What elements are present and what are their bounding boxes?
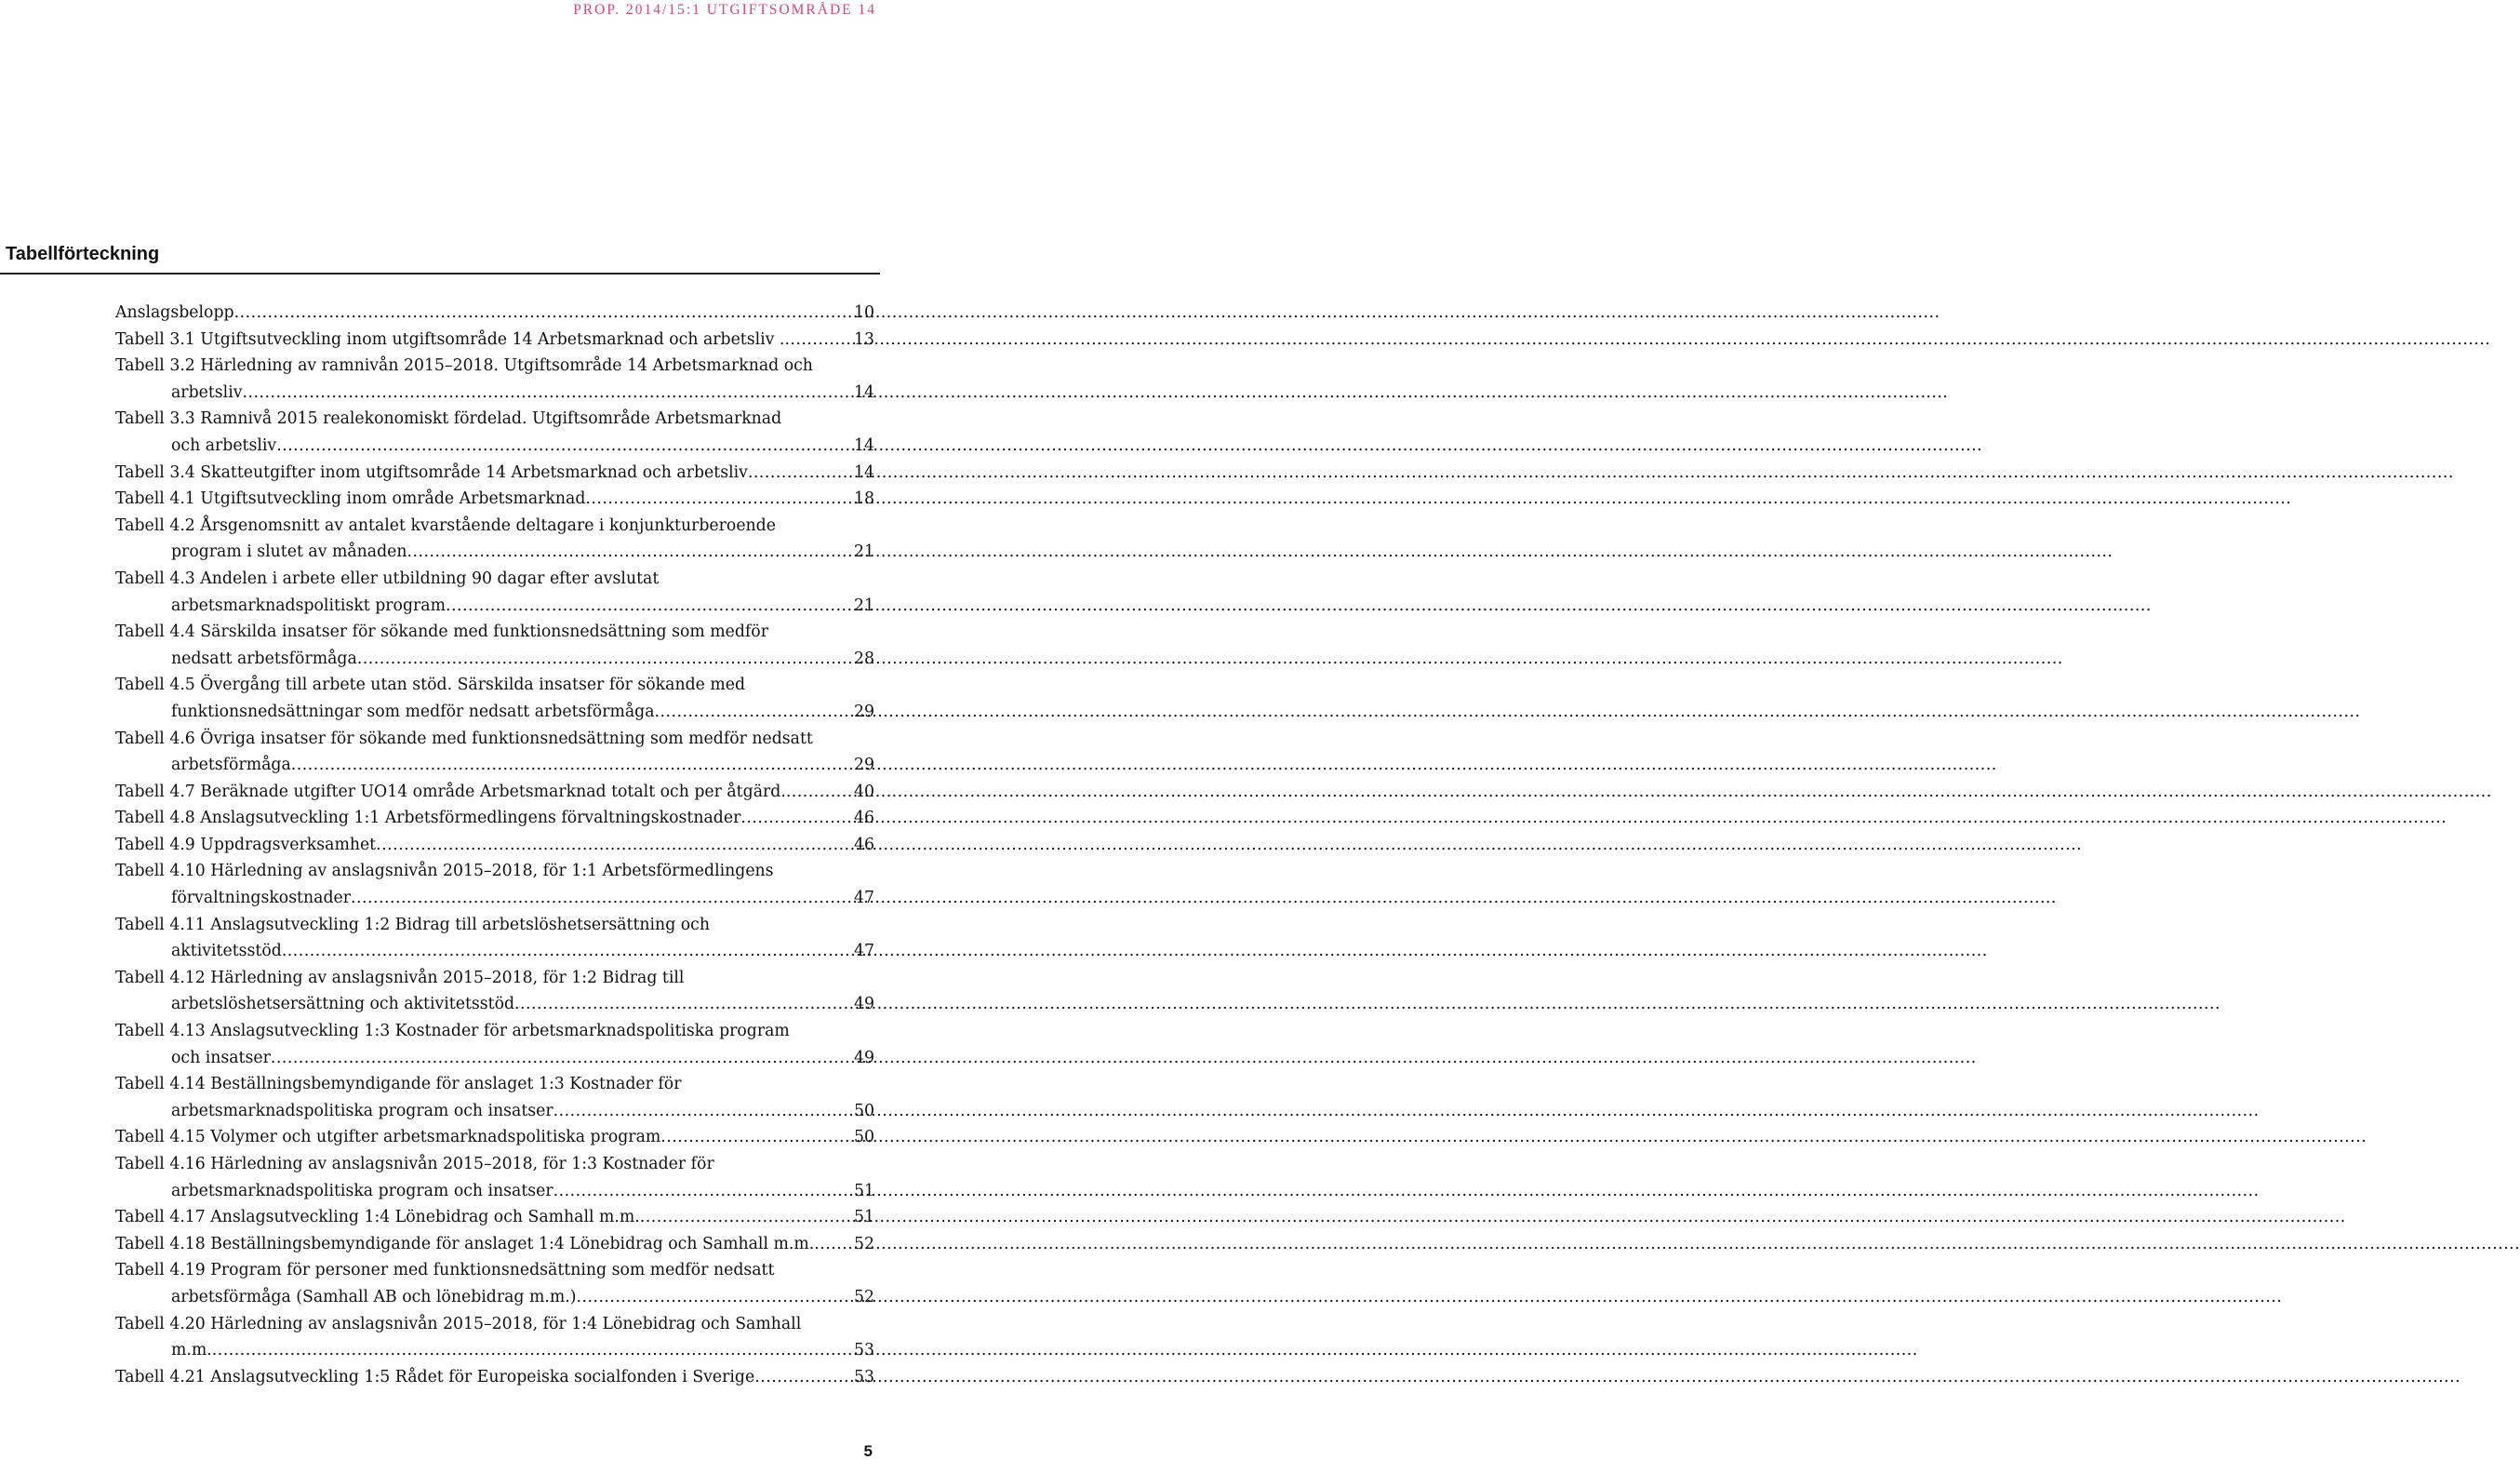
toc-page-number: 53 [854,1367,874,1386]
toc-entry[interactable] [115,1364,874,1391]
dot-leader [407,539,853,566]
toc-page-number: 14 [854,435,874,455]
toc-entry-text: m.m. [171,1341,212,1360]
toc-entry-text: Tabell 4.16 Härledning av anslagsnivån 2015–2018, för 1:3 Kostnader för [115,1155,714,1173]
dot-leader [282,938,852,965]
toc-entry-line [115,1098,874,1125]
toc-entry-text: Tabell 4.21 Anslagsutveckling 1:5 Rådet för Europeiska socialfonden i Sverige [115,1367,755,1386]
toc-entry[interactable] [115,726,874,779]
toc-entry-text: arbetsmarknadspolitiska program och insatser [171,1101,553,1120]
toc-entry[interactable] [115,858,874,911]
toc-entry-line [115,486,874,513]
toc-entry-text: Tabell 4.3 Andelen i arbete eller utbildning 90 dagar efter avslutat [115,569,660,588]
toc-entry-text: Tabell 4.10 Härledning av anslagsnivån 2015–2018, för 1:1 Arbetsförmedlingens [115,862,774,881]
toc-entry-text: förvaltningskostnader [171,889,351,908]
toc-entry[interactable] [115,672,874,725]
toc-page-number: 53 [854,1341,874,1360]
dot-leader [291,752,852,779]
toc-entry-text: Tabell 4.6 Övriga insatser för sökande med funktionsnedsättning som medför nedsatt [115,729,813,748]
toc-entry-line [115,699,874,726]
toc-entry-line [115,885,874,912]
toc-entry[interactable] [115,805,874,832]
toc-entry-text: arbetsliv [171,382,243,402]
toc-entry[interactable] [115,1018,874,1071]
toc-entry-line [115,646,874,673]
toc-entry-line [115,1337,874,1364]
dot-leader [271,1045,852,1072]
dot-leader [748,460,852,487]
toc-entry-line [115,991,874,1018]
toc-entry-line [115,1284,874,1311]
toc-entry-text: Tabell 4.4 Särskilda insatser för sökande med funktionsnedsättning som medför [115,623,768,642]
toc-entry-text: Tabell 4.5 Övergång till arbete utan stöd. Särskilda insatser för sökande med [115,676,746,695]
toc-entry-line [115,752,874,779]
running-header: PROP. 2014/15:1 UTGIFTSOMRÅDE 14 [573,2,876,18]
toc-entry-text: funktionsnedsättningar som medför nedsatt arbetsförmåga [171,702,655,721]
toc-entry-line [115,1364,874,1391]
toc-entry-text: program i slutet av månaden [171,542,407,562]
dot-leader [234,300,852,327]
dot-leader [784,327,852,354]
dot-leader [655,699,852,726]
toc-entry-line [115,406,874,433]
toc-entry[interactable] [115,327,874,354]
toc-entry-line [115,539,874,566]
toc-entry[interactable] [115,1231,874,1258]
toc-entry[interactable] [115,965,874,1018]
toc-entry-line [115,1311,874,1338]
toc-page-number: 47 [854,889,874,908]
toc-entry-line [115,672,874,699]
dot-leader [576,1284,852,1311]
toc-entry-line [115,726,874,753]
toc-entry-text: Tabell 4.18 Beställningsbemyndigande för anslaget 1:4 Lönebidrag och Samhall m.m. [115,1234,815,1253]
dot-leader [553,1098,852,1125]
toc-page-number: 14 [854,382,874,402]
heading-rule [0,273,880,275]
toc-entry-text: och arbetsliv [171,435,277,455]
table-of-contents [115,300,874,1390]
toc-entry[interactable] [115,1257,874,1310]
toc-entry[interactable] [115,460,874,487]
page-number: 5 [863,1442,873,1460]
dot-leader [786,779,852,806]
toc-entry[interactable] [115,1311,874,1364]
toc-entry-text: arbetslöshetsersättning och aktivitetsstöd [171,995,515,1014]
toc-page-number: 46 [854,835,874,854]
toc-entry[interactable] [115,566,874,619]
toc-page-number: 29 [854,702,874,721]
toc-entry-line [115,1071,874,1098]
toc-entry[interactable] [115,1151,874,1204]
toc-page-number: 46 [854,809,874,828]
dot-leader [553,1178,852,1205]
dot-leader [814,1231,852,1258]
toc-page-number: 49 [854,1048,874,1067]
toc-entry-text: Tabell 4.9 Uppdragsverksamhet [115,835,377,854]
toc-entry-text: Anslagsbelopp [115,303,234,322]
toc-entry-line [115,965,874,992]
toc-entry-text: nedsatt arbetsförmåga [171,649,357,668]
toc-entry-line [115,566,874,593]
toc-entry-text: Tabell 3.3 Ramnivå 2015 realekonomiskt fördelad. Utgiftsområde Arbetsmarknad [115,409,782,429]
toc-entry-line [115,912,874,939]
toc-entry-line [115,593,874,620]
toc-page-number: 13 [854,329,874,349]
dot-leader [754,1364,852,1391]
toc-entry[interactable] [115,1124,874,1151]
toc-entry-line [115,1124,874,1151]
dot-leader [640,1204,852,1231]
toc-entry-text: Tabell 4.2 Årsgenomsnitt av antalet kvarstående deltagare i konjunkturberoende [115,516,776,535]
toc-page-number: 51 [854,1208,874,1227]
toc-entry-line [115,1045,874,1072]
toc-page-number: 18 [854,489,874,509]
toc-page-number: 28 [854,649,874,668]
toc-entry-text: Tabell 4.1 Utgiftsutveckling inom område Arbetsmarknad [115,489,586,509]
dot-leader [212,1337,852,1364]
toc-entry-text: Tabell 4.19 Program för personer med funktionsnedsättning som medför nedsatt [115,1261,775,1280]
toc-entry-text: Tabell 4.17 Anslagsutveckling 1:4 Lönebidrag och Samhall m.m. [115,1208,640,1227]
toc-entry-line [115,513,874,540]
toc-page-number: 21 [854,542,874,562]
toc-page-number: 50 [854,1101,874,1120]
toc-entry-line [115,1257,874,1284]
toc-entry-text: och insatser [171,1048,271,1067]
toc-entry-text: Tabell 4.8 Anslagsutveckling 1:1 Arbetsförmedlingens förvaltningskostnader [115,809,741,828]
toc-entry[interactable] [115,406,874,459]
toc-entry[interactable] [115,832,874,859]
toc-entry[interactable] [115,1071,874,1124]
toc-entry-line [115,460,874,487]
toc-entry-line [115,1018,874,1045]
toc-entry-line [115,1231,874,1258]
toc-entry-line [115,832,874,859]
toc-entry-line [115,938,874,965]
toc-entry-line [115,1204,874,1231]
toc-entry-text: Tabell 3.2 Härledning av ramnivån 2015–2018. Utgiftsområde 14 Arbetsmarknad och [115,356,813,376]
toc-entry[interactable] [115,912,874,965]
dot-leader [740,805,852,832]
toc-entry[interactable] [115,619,874,672]
toc-entry[interactable] [115,779,874,806]
toc-page-number: 40 [854,782,874,801]
toc-entry-line [115,1178,874,1205]
toc-entry[interactable] [115,353,874,406]
toc-entry-text: arbetsförmåga (Samhall AB och lönebidrag m.m.) [171,1287,577,1306]
dot-leader [351,885,852,912]
toc-entry-line [115,380,874,407]
toc-entry-text: Tabell 4.13 Anslagsutveckling 1:3 Kostnader för arbetsmarknadspolitiska program [115,1022,790,1041]
toc-entry-line [115,433,874,460]
toc-entry-text: Tabell 4.15 Volymer och utgifter arbetsmarknadspolitiska program [115,1128,661,1147]
toc-entry-text: aktivitetsstöd [171,942,282,961]
toc-page-number: 21 [854,596,874,615]
toc-page-number: 51 [854,1181,874,1200]
toc-entry-line [115,353,874,380]
toc-entry-line [115,779,874,806]
toc-entry[interactable] [115,513,874,566]
toc-page-number: 47 [854,942,874,961]
toc-entry-line [115,1151,874,1178]
toc-page-number: 50 [854,1128,874,1147]
toc-entry-line [115,858,874,885]
toc-entry-text: arbetsmarknadspolitiska program och insatser [171,1181,553,1200]
toc-page-number: 29 [854,756,874,775]
toc-entry-line [115,327,874,354]
dot-leader [376,832,852,859]
toc-entry-line [115,300,874,327]
toc-entry-text: Tabell 4.20 Härledning av anslagsnivån 2015–2018, för 1:4 Lönebidrag och Samhall [115,1314,802,1333]
toc-entry-text: Tabell 4.12 Härledning av anslagsnivån 2015–2018, för 1:2 Bidrag till [115,968,685,987]
toc-entry-text: Tabell 3.1 Utgiftsutveckling inom utgiftsområde 14 Arbetsmarknad och arbetsliv . [115,329,785,349]
dot-leader [242,380,852,407]
toc-entry-line [115,805,874,832]
dot-leader [585,486,852,513]
toc-entry[interactable] [115,486,874,513]
toc-page-number: 52 [854,1234,874,1253]
toc-page-number: 52 [854,1287,874,1306]
toc-entry[interactable] [115,1204,874,1231]
dot-leader [357,646,852,673]
dot-leader [514,991,852,1018]
toc-page-number: 14 [854,462,874,482]
toc-page-number: 49 [854,995,874,1014]
toc-entry-text: Tabell 4.14 Beställningsbemyndigande för anslaget 1:3 Kostnader för [115,1075,682,1094]
dot-leader [276,433,852,460]
toc-entry-text: Tabell 4.11 Anslagsutveckling 1:2 Bidrag till arbetslöshetsersättning och [115,915,710,934]
toc-page-number: 10 [854,303,874,322]
toc-entry-text: Tabell 4.7 Beräknade utgifter UO14 område Arbetsmarknad totalt och per åtgärd. [115,782,786,801]
section-title: Tabellförteckning [6,244,160,264]
toc-entry-line [115,619,874,646]
dot-leader [446,593,852,620]
toc-entry-text: arbetsmarknadspolitiskt program [171,596,446,615]
dot-leader [660,1124,852,1151]
toc-entry-text: arbetsförmåga [171,756,291,775]
toc-entry[interactable] [115,300,874,327]
toc-entry-text: Tabell 3.4 Skatteutgifter inom utgiftsområde 14 Arbetsmarknad och arbetsliv [115,462,748,482]
